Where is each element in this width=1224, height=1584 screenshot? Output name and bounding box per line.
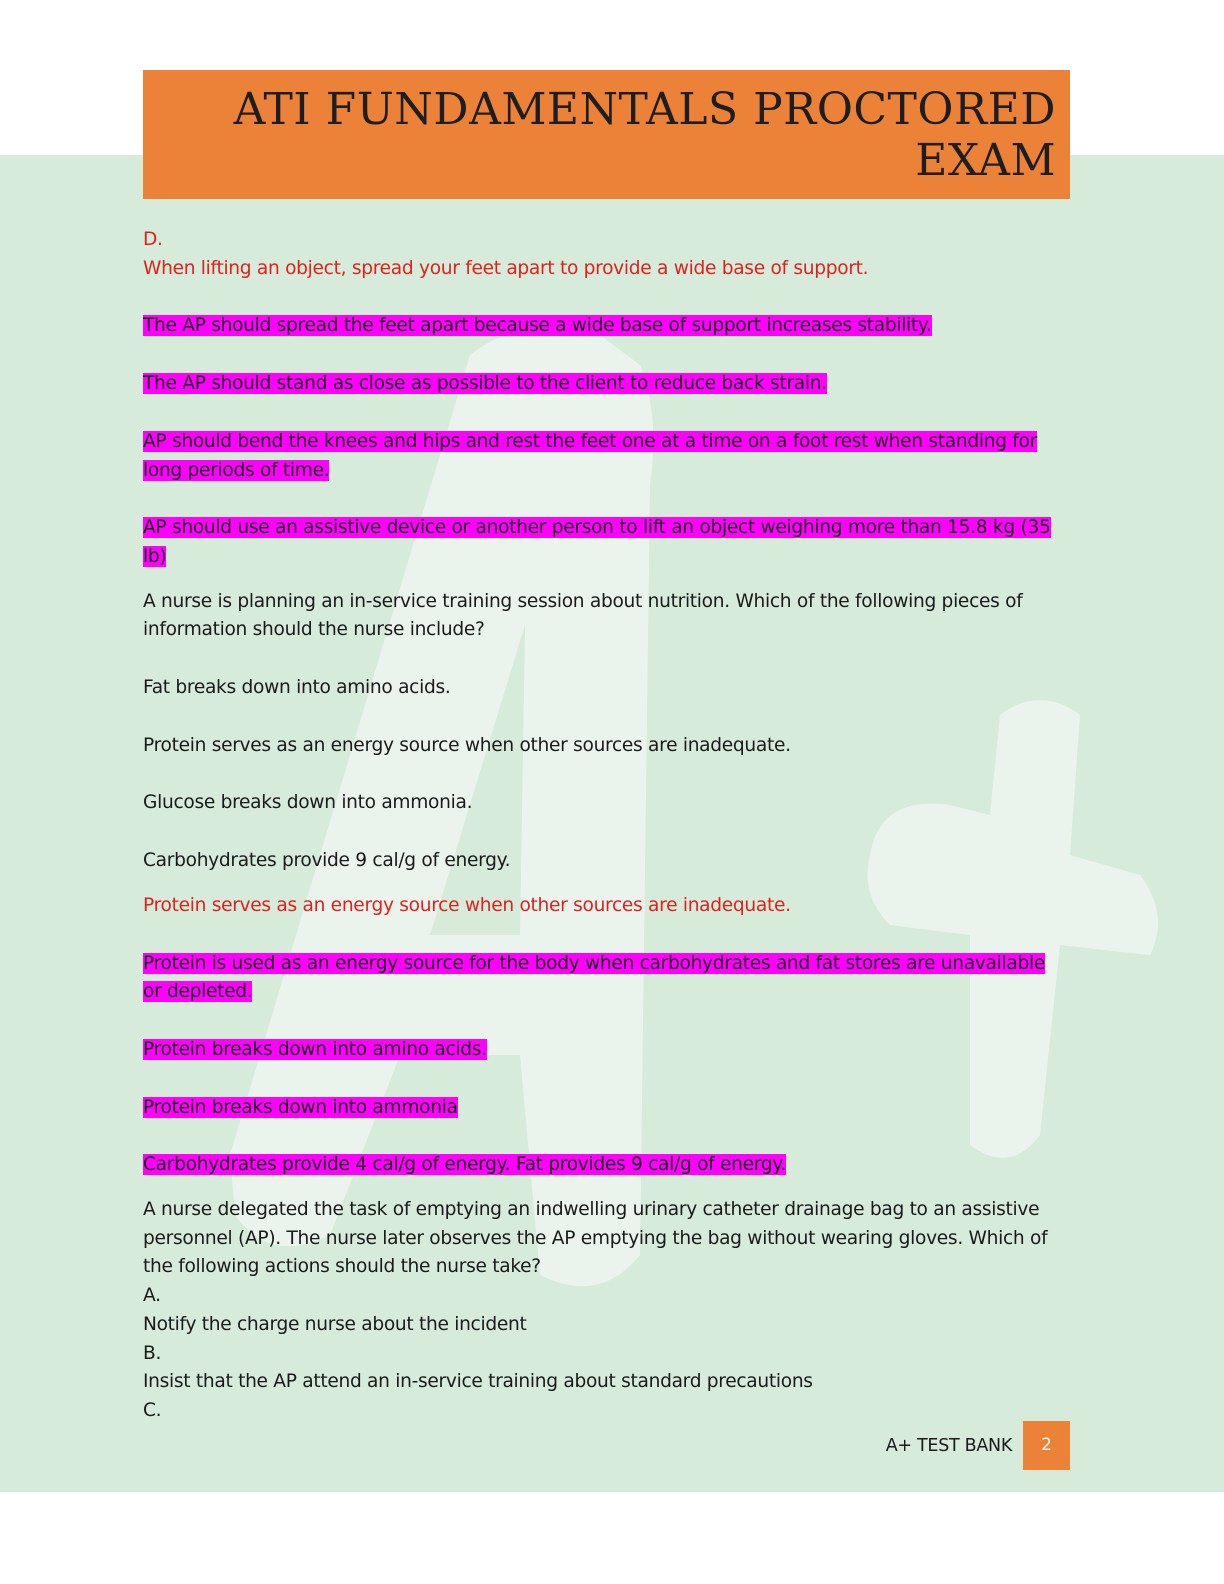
rationale-highlight: Protein is used as an energy source for the body when carbohydrates and fat stores are unavailable [143,952,1045,974]
rationale-highlight: The AP should spread the feet apart because a wide base of support increases stability. [143,315,932,337]
rationale-highlight: or depleted. [143,981,253,1003]
answer-option: Insist that the AP attend an in-service training about standard precautions [143,1371,813,1393]
rationale-highlight: AP should use an assistive device or another person to lift an object weighing more than 15.8 kg (35 [143,517,1051,539]
document-title-line-1: ATI FUNDAMENTALS PROCTORED [233,84,1056,135]
correct-answer: When lifting an object, spread your feet apart to provide a wide base of support. [143,257,869,279]
correct-answer: Protein serves as an energy source when other sources are inadequate. [143,894,791,916]
answer-option-label: C. [143,1399,162,1421]
answer-option: Fat breaks down into amino acids. [143,677,451,699]
footer-label: A+ TEST BANK [885,1436,1012,1456]
question-text: A nurse delegated the task of emptying an indwelling urinary catheter drainage bag to an assistive personnel (AP). The nurse later observes the AP emptying the bag without wearing gloves. Which of the following actions should the nurse take? [143,1199,1048,1278]
rationale-highlight: lb) [143,545,167,567]
document-title [176,84,1056,186]
answer-option-label: A. [143,1285,161,1307]
answer-option: Carbohydrates provide 9 cal/g of energy. [143,850,511,872]
answer-option: Protein serves as an energy source when other sources are inadequate. [143,734,791,756]
page-number: 2 [1023,1421,1070,1470]
rationale-highlight: AP should bend the knees and hips and rest the feet one at a time on a foot rest when standing for [143,430,1037,452]
document-body [143,226,1073,1426]
header-band [143,70,1070,199]
answer-option: Glucose breaks down into ammonia. [143,792,473,814]
answer-option-label: B. [143,1342,162,1364]
rationale-highlight: The AP should stand as close as possible to the client to reduce back strain. [143,373,827,395]
question-text: A nurse is planning an in-service training session about nutrition. Which of the following pieces of information should the nurse include? [143,590,1023,641]
rationale-highlight: Protein breaks down into ammonia [143,1096,458,1118]
rationale-highlight: Carbohydrates provide 4 cal/g of energy. Fat provides 9 cal/g of energy. [143,1154,786,1176]
rationale-highlight: Protein breaks down into amino acids. [143,1038,487,1060]
document-title-line-2: EXAM [915,135,1056,186]
answer-option: Notify the charge nurse about the incident [143,1313,527,1335]
rationale-highlight: long periods of time. [143,459,330,481]
answer-option-label: D. [143,229,163,250]
